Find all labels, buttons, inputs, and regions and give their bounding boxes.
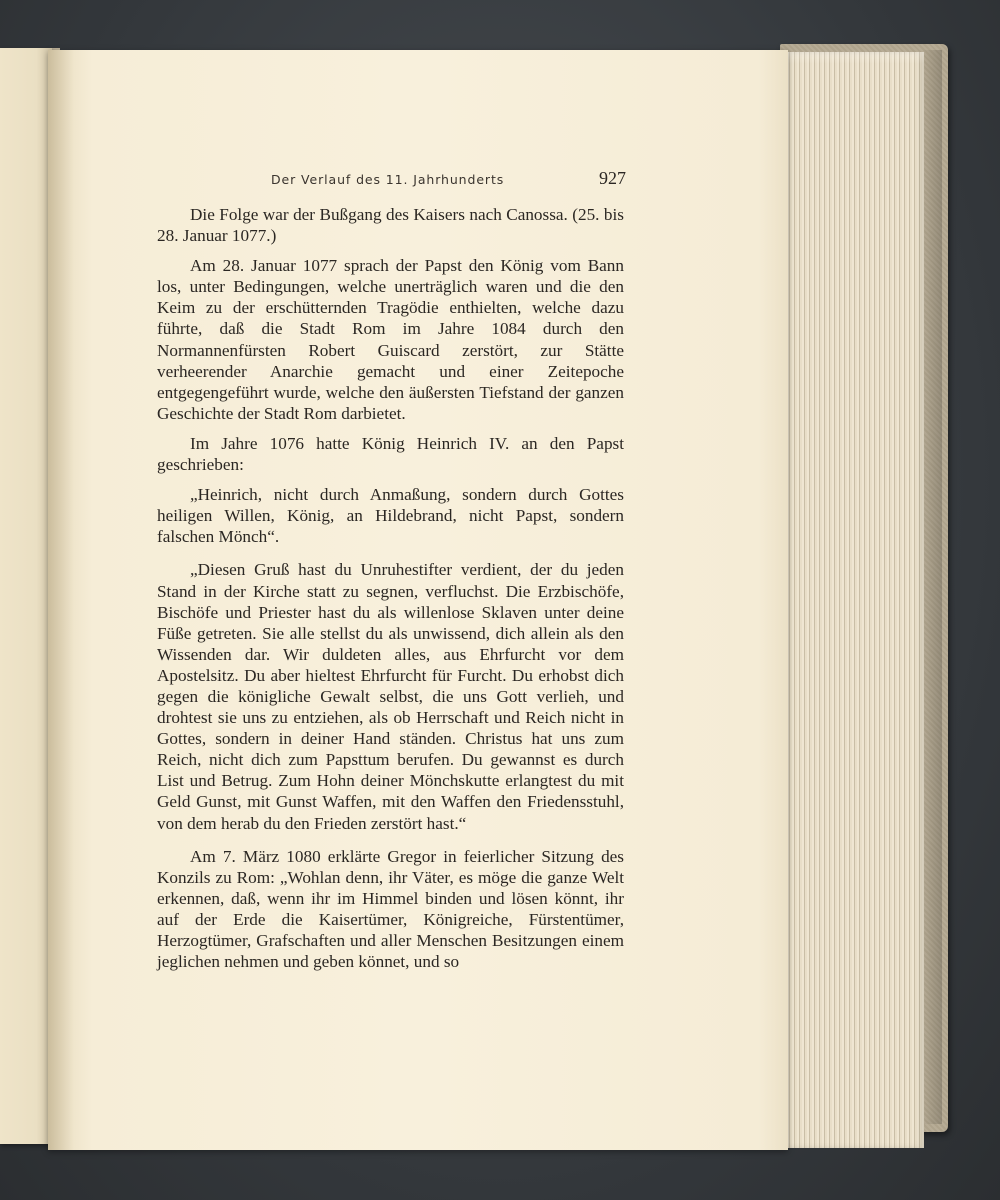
paragraph-heinrich-address: „Heinrich, nicht durch Anmaßung, sondern durch Gottes heiligen Willen, König, an Hildebrand, nicht Papst, sondern falschen Mönch“. bbox=[157, 485, 624, 547]
gutter-shadow bbox=[48, 50, 74, 1150]
paragraph-bann: Am 28. Januar 1077 sprach der Papst den König vom Bann los, unter Bedingungen, welche unerträglich waren und die den Keim zu der erschütternden Tragödie enthielten, welche dazu führte, daß die Stadt Rom im Jahre 1084 durch den Normannenfürsten Robert Guiscard zerstört, zur Stätte verheerender Anarchie gemacht und einer Zeitepoche entgegengeführt wurde, welche den äußersten Tiefstand der ganzen Geschichte der Stadt Rom darbietet. bbox=[157, 256, 624, 423]
running-head-title: Der Verlauf des 11. Jahrhunderts bbox=[271, 172, 505, 187]
running-head bbox=[157, 166, 624, 196]
paragraph-gregor-konzil: Am 7. März 1080 erklärte Gregor in feierlicher Sitzung des Konzils zu Rom: „Wohlan denn, ihr Väter, es möge die ganze Welt erkennen, daß, wenn ihr im Himmel binden und lösen könnt, ihr auf der Erde die Kaisertümer, Königreiche, Fürstentümer, Herzogtümer, Grafschaften und aller Menschen Besitzungen einem jeglichen nehmen und geben könnet, und so bbox=[157, 846, 624, 972]
left-page-sliver bbox=[0, 48, 52, 1144]
paragraph-heinrich-letter-intro: Im Jahre 1076 hatte König Heinrich IV. an den Papst geschrieben: bbox=[157, 433, 624, 475]
page-edges-stack bbox=[782, 52, 924, 1148]
cover-shadow bbox=[922, 50, 942, 1124]
paragraph-heinrich-letter: „Diesen Gruß hast du Unruhestifter verdient, der du jeden Stand in der Kirche statt zu segnen, verfluchst. Die Erzbischöfe, Bischöfe und Priester hast du als willenlose Sklaven unter deine Füße getreten. Sie alle stellst du als unwissend, dich allein als den Wissenden dar. Wir duldeten alles, aus Ehrfurcht vor dem Apostelsitz. Du aber hieltest Ehrfurcht für Furcht. Du erhobst dich gegen die königliche Gewalt selbst, die uns Gott verlieh, und drohtest sie uns zu entziehen, als ob Herrschaft und Reich nicht in Gottes, sondern in deiner Hand ständen. Christus hat uns zum Reich, nicht dich zum Papsttum berufen. Du gewannst es durch List und Betrug. Zum Hohn deiner Mönchskutte erlangtest du mit Geld Gunst, mit Gunst Waffen, mit den Waffen den Friedensstuhl, von dem herab du den Frieden zerstört hast.“ bbox=[157, 560, 624, 833]
page-text-block bbox=[157, 166, 624, 981]
page-number: 927 bbox=[599, 168, 626, 188]
paragraph-canossa: Die Folge war der Bußgang des Kaisers nach Canossa. (25. bis 28. Januar 1077.) bbox=[157, 205, 624, 246]
page-edges-highlight bbox=[782, 52, 924, 64]
